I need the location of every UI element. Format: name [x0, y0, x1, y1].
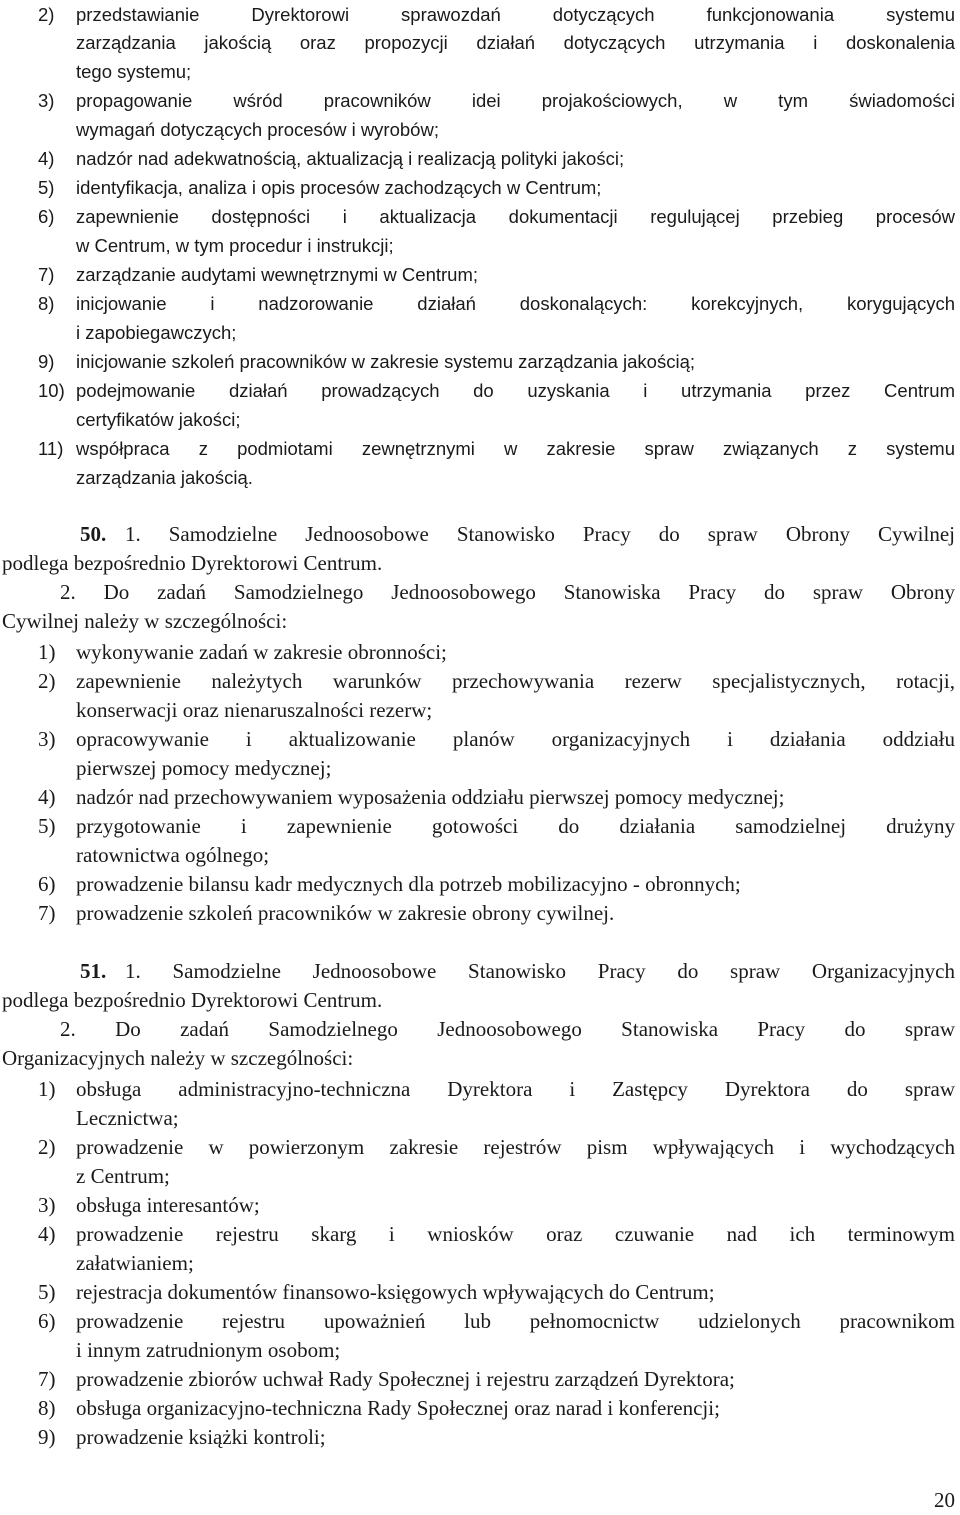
- line-text: współpraca z podmiotami zewnętrznymi w zakresie spraw związanych z systemu: [76, 438, 955, 459]
- item-number: 5): [38, 1280, 56, 1304]
- item-number: 9): [38, 351, 55, 372]
- section-number: 51.: [80, 959, 107, 983]
- item-number: 9): [38, 1425, 56, 1449]
- line-text: zapewnienie należytych warunków przechowywania rezerw specjalistycznych, rotacji,: [76, 669, 955, 693]
- line-text: zarządzanie audytami wewnętrznymi w Centrum;: [76, 264, 479, 285]
- line-text: wymagań dotyczących procesów i wyrobów;: [76, 119, 439, 140]
- line-text: ratownictwa ogólnego;: [76, 843, 270, 867]
- line-text: prowadzenie rejestru upoważnień lub pełnomocnictw udzielonych pracownikom: [76, 1309, 955, 1333]
- line-text: inicjowanie szkoleń pracowników w zakresie systemu zarządzania jakością;: [76, 351, 695, 372]
- item-number: 3): [38, 727, 56, 751]
- line-text: inicjowanie i nadzorowanie działań doskonalących: korekcyjnych, korygujących: [76, 293, 955, 314]
- line-text: zarządzania jakością.: [76, 467, 253, 488]
- line-text: wykonywanie zadań w zakresie obronności;: [76, 640, 447, 664]
- line-text: prowadzenie książki kontroli;: [76, 1425, 326, 1449]
- page-number: 20: [934, 1488, 955, 1512]
- line-text: i zapobiegawczych;: [76, 322, 237, 343]
- item-number: 6): [38, 206, 55, 227]
- line-text: prowadzenie rejestru skarg i wniosków oraz czuwanie nad ich terminowym: [76, 1222, 955, 1246]
- line-text: tego systemu;: [76, 61, 192, 82]
- item-number: 10): [38, 380, 65, 401]
- line-text: w Centrum, w tym procedur i instrukcji;: [76, 235, 394, 256]
- item-number: 8): [38, 293, 55, 314]
- line-text: i innym zatrudnionym osobom;: [76, 1338, 341, 1362]
- line-text: opracowywanie i aktualizowanie planów organizacyjnych i działania oddziału: [76, 727, 955, 751]
- line-text: rejestracja dokumentów finansowo-księgowych wpływających do Centrum;: [76, 1280, 715, 1304]
- line-text: prowadzenie szkoleń pracowników w zakresie obrony cywilnej.: [76, 901, 615, 925]
- item-number: 6): [38, 872, 56, 896]
- line-text: propagowanie wśród pracowników idei projakościowych, w tym świadomości: [76, 90, 955, 111]
- line-text: konserwacji oraz nienaruszalności rezerw;: [76, 698, 433, 722]
- line-text: Lecznictwa;: [76, 1106, 179, 1130]
- line-text: podejmowanie działań prowadzących do uzyskania i utrzymania przez Centrum: [76, 380, 955, 401]
- section-number: 50.: [80, 522, 107, 546]
- paragraph-text: 1. Samodzielne Jednoosobowe Stanowisko Pracy do spraw Obrony Cywilnej: [125, 522, 955, 546]
- paragraph-text: Cywilnej należy w szczególności:: [2, 609, 288, 633]
- line-text: zapewnienie dostępności i aktualizacja dokumentacji regulującej przebieg procesów: [76, 206, 955, 227]
- paragraph-text: Organizacyjnych należy w szczególności:: [2, 1046, 354, 1070]
- item-number: 1): [38, 1077, 56, 1101]
- line-text: pierwszej pomocy medycznej;: [76, 756, 332, 780]
- item-number: 7): [38, 1367, 56, 1391]
- item-number: 2): [38, 4, 55, 25]
- item-number: 2): [38, 1135, 56, 1159]
- line-text: zarządzania jakością oraz propozycji działań dotyczących utrzymania i doskonalenia: [76, 32, 955, 53]
- item-number: 5): [38, 814, 56, 838]
- item-number: 3): [38, 90, 55, 111]
- line-text: nadzór nad adekwatnością, aktualizacją i realizacją polityki jakości;: [76, 148, 625, 169]
- line-text: prowadzenie bilansu kadr medycznych dla potrzeb mobilizacyjno - obronnych;: [76, 872, 741, 896]
- paragraph-text: 2. Do zadań Samodzielnego Jednoosobowego Stanowiska Pracy do spraw Obrony: [60, 580, 955, 604]
- paragraph-text: 1. Samodzielne Jednoosobowe Stanowisko Pracy do spraw Organizacyjnych: [125, 959, 955, 983]
- line-text: identyfikacja, analiza i opis procesów zachodzących w Centrum;: [76, 177, 602, 198]
- line-text: prowadzenie zbiorów uchwał Rady Społecznej i rejestru zarządzeń Dyrektora;: [76, 1367, 735, 1391]
- line-text: nadzór nad przechowywaniem wyposażenia oddziału pierwszej pomocy medycznej;: [76, 785, 785, 809]
- line-text: obsługa organizacyjno-techniczna Rady Społecznej oraz narad i konferencji;: [76, 1396, 720, 1420]
- line-text: z Centrum;: [76, 1164, 170, 1188]
- item-number: 8): [38, 1396, 56, 1420]
- line-text: certyfikatów jakości;: [76, 409, 241, 430]
- line-text: załatwianiem;: [76, 1251, 194, 1275]
- item-number: 4): [38, 148, 55, 169]
- paragraph-text: podlega bezpośrednio Dyrektorowi Centrum.: [2, 551, 383, 575]
- item-number: 3): [38, 1193, 56, 1217]
- line-text: obsługa administracyjno-techniczna Dyrektora i Zastępcy Dyrektora do spraw: [76, 1077, 955, 1101]
- item-number: 5): [38, 177, 55, 198]
- paragraph-text: podlega bezpośrednio Dyrektorowi Centrum.: [2, 988, 383, 1012]
- line-text: przygotowanie i zapewnienie gotowości do działania samodzielnej drużyny: [76, 814, 955, 838]
- item-number: 4): [38, 1222, 56, 1246]
- item-number: 6): [38, 1309, 56, 1333]
- item-number: 2): [38, 669, 56, 693]
- paragraph-text: 2. Do zadań Samodzielnego Jednoosobowego Stanowiska Pracy do spraw: [60, 1017, 955, 1041]
- line-text: przedstawianie Dyrektorowi sprawozdań dotyczących funkcjonowania systemu: [76, 4, 955, 25]
- item-number: 4): [38, 785, 56, 809]
- item-number: 11): [38, 438, 64, 459]
- item-number: 1): [38, 640, 56, 664]
- item-number: 7): [38, 901, 56, 925]
- line-text: obsługa interesantów;: [76, 1193, 260, 1217]
- line-text: prowadzenie w powierzonym zakresie rejestrów pism wpływających i wychodzących: [76, 1135, 955, 1159]
- item-number: 7): [38, 264, 55, 285]
